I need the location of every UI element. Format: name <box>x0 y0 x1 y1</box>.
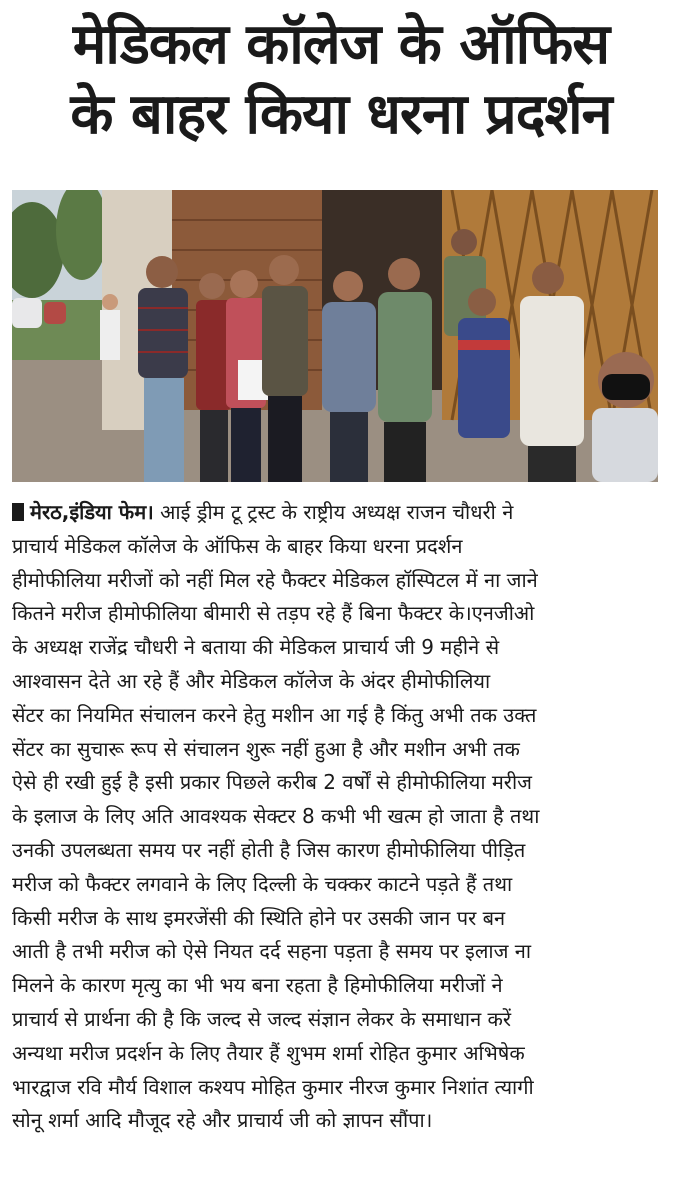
article-line: भारद्वाज रवि मौर्य विशाल कश्यप मोहित कुमार नीरज कुमार निशांत त्यागी <box>12 1074 534 1099</box>
article-line: उनकी उपलब्धता समय पर नहीं होती है जिस कारण हीमोफीलिया पीड़ित <box>12 837 526 862</box>
article-line: कितने मरीज हीमोफीलिया बीमारी से तड़प रहे हैं बिना फैक्टर के।एनजीओ <box>12 601 535 626</box>
headline-line-1: मेडिकल कॉलेज के ऑफिस <box>72 12 610 77</box>
article-line: सेंटर का सुचारू रूप से संचालन शुरू नहीं हुआ है और मशीन अभी तक <box>12 736 520 761</box>
article-line: हीमोफीलिया मरीजों को नहीं मिल रहे फैक्टर मेडिकल हॉस्पिटल में ना जाने <box>12 567 538 592</box>
paragraph-marker <box>12 503 24 521</box>
article-line: के अध्यक्ष राजेंद्र चौधरी ने बताया की मेडिकल प्राचार्य जी 9 महीने से <box>12 635 500 660</box>
article-line: सोनू शर्मा आदि मौजूद रहे और प्राचार्य जी को ज्ञापन सौंपा। <box>12 1108 433 1133</box>
article-line: प्राचार्य मेडिकल कॉलेज के ऑफिस के बाहर किया धरना प्रदर्शन <box>12 533 463 558</box>
article-line: ऐसे ही रखी हुई है इसी प्रकार पिछले करीब 2 वर्षों से हीमोफीलिया मरीज <box>12 770 533 795</box>
article-line: मिलने के कारण मृत्यु का भी भय बना रहता है हिमोफीलिया मरीजों ने <box>12 973 503 998</box>
article-line: के इलाज के लिए अति आवश्यक सेक्टर 8 कभी भी खत्म हो जाता है तथा <box>12 804 540 829</box>
article-line: मरीज को फैक्टर लगवाने के लिए दिल्ली के चक्कर काटने पड़ते हैं तथा <box>12 871 513 896</box>
article-line: आती है तभी मरीज को ऐसे नियत दर्द सहना पड़ता है समय पर इलाज ना <box>12 939 532 964</box>
article-line: आश्वासन देते आ रहे हैं और मेडिकल कॉलेज के अंदर हीमोफीलिया <box>12 668 491 693</box>
article-line: अन्यथा मरीज प्रदर्शन के लिए तैयार हैं शुभम शर्मा रोहित कुमार अभिषेक <box>12 1040 525 1065</box>
dateline: मेरठ,इंडिया फेम। <box>30 500 154 524</box>
article-line: किसी मरीज के साथ इमरजेंसी की स्थिति होने पर उसकी जान पर बन <box>12 905 506 930</box>
article-line: सेंटर का नियमित संचालन करने हेतु मशीन आ गई है किंतु अभी तक उक्त <box>12 702 537 727</box>
news-photo <box>12 190 658 482</box>
article-line: प्राचार्य से प्रार्थना की है कि जल्द से जल्द संज्ञान लेकर के समाधान करें <box>12 1006 512 1031</box>
article-line: मेरठ,इंडिया फेम। आई ड्रीम टू ट्रस्ट के राष्ट्रीय अध्यक्ष राजन चौधरी ने <box>12 496 666 530</box>
headline <box>18 10 664 150</box>
article-body <box>12 496 666 1138</box>
headline-line-2: के बाहर किया धरना प्रदर्शन <box>70 82 612 147</box>
protest-photo-illustration <box>12 190 658 482</box>
